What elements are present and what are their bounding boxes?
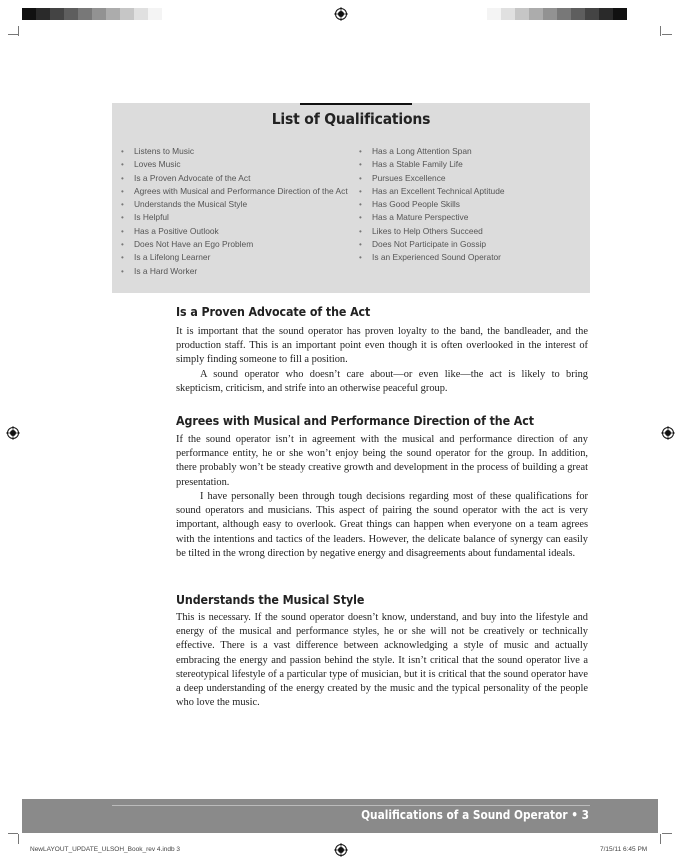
registration-mark-right	[661, 426, 675, 440]
color-swatch	[571, 8, 585, 20]
qualification-item: • Is an Experienced Sound Operator	[359, 251, 505, 264]
color-swatch	[529, 8, 543, 20]
color-swatch	[78, 8, 92, 20]
qualification-item: • Pursues Excellence	[359, 172, 505, 185]
color-swatch	[64, 8, 78, 20]
section-heading: Is a Proven Advocate of the Act	[176, 304, 371, 319]
color-swatch	[36, 8, 50, 20]
qualifications-list-right	[359, 145, 505, 265]
color-swatch	[543, 8, 557, 20]
color-swatch	[134, 8, 148, 20]
qualification-item: • Has a Mature Perspective	[359, 211, 505, 224]
body-paragraph: This is necessary. If the sound operator doesn’t know, understand, and buy into the lifestyle and energy of the musical and performance styles, he or she will not be creatively or technically effective. There is a vast difference between acknowledging a style of music and actually embracing the energy and passion behind the style. It isn’t critical that the sound operator live a stereotypical lifestyle of a particular type of musician, but it is critical that the sound operator have a deep understanding of the energy created by the music and the typical personality of the people who love the music.	[176, 612, 588, 709]
qualification-item: • Is Helpful	[121, 211, 348, 224]
footer-rule	[112, 805, 590, 806]
registration-mark-bottom	[334, 843, 348, 857]
crop-mark	[662, 833, 672, 834]
qualification-item: • Has a Long Attention Span	[359, 145, 505, 158]
color-bar-right	[487, 8, 627, 20]
section-heading: Understands the Musical Style	[176, 592, 365, 607]
crop-mark	[8, 34, 18, 35]
qualification-item: • Does Not Have an Ego Problem	[121, 238, 348, 251]
section-heading: Agrees with Musical and Performance Direction of the Act	[176, 413, 534, 428]
qualification-item: • Does Not Participate in Gossip	[359, 238, 505, 251]
crop-mark	[662, 34, 672, 35]
color-swatch	[515, 8, 529, 20]
slug-filename: NewLAYOUT_UPDATE_ULSOH_Book_rev 4.indb 3	[30, 846, 181, 853]
crop-mark	[660, 26, 661, 36]
qualification-item: • Loves Music	[121, 158, 348, 171]
qualification-item: • Is a Proven Advocate of the Act	[121, 172, 348, 185]
crop-mark	[18, 834, 19, 844]
color-swatch	[120, 8, 134, 20]
color-swatch	[501, 8, 515, 20]
qualification-item: • Has a Stable Family Life	[359, 158, 505, 171]
crop-mark	[18, 26, 19, 36]
color-swatch	[106, 8, 120, 20]
qualification-item: • Is a Hard Worker	[121, 265, 348, 278]
qualifications-list-left	[121, 145, 348, 278]
qualification-item: • Is a Lifelong Learner	[121, 251, 348, 264]
registration-mark-left	[6, 426, 20, 440]
color-bar-left	[22, 8, 162, 20]
body-paragraph: I have personally been through tough decisions regarding most of these qualifications for sound operators and musicians. This aspect of pairing the sound operator with the act is very important, although easy to overlook. Great things can happen when everyone on a team agrees with the intentions and tactics of the leaders. However, the delicate balance of synergy can easily be tilted in the wrong direction by negative energy and disagreements about fundamental ideals.	[176, 491, 588, 559]
body-paragraph: It is important that the sound operator has proven loyalty to the band, the bandleader, and the production staff. This is an important point even though it is often overlooked in the interest of simply finding someone to fill a position.	[176, 326, 588, 366]
color-swatch	[22, 8, 36, 20]
color-swatch	[50, 8, 64, 20]
qualification-item: • Has a Positive Outlook	[121, 225, 348, 238]
running-footer: Qualifications of a Sound Operator • 3	[361, 808, 589, 822]
color-swatch	[585, 8, 599, 20]
qualification-item: • Has an Excellent Technical Aptitude	[359, 185, 505, 198]
crop-mark	[660, 834, 661, 844]
color-swatch	[487, 8, 501, 20]
color-swatch	[557, 8, 571, 20]
body-paragraph: A sound operator who doesn’t care about—or even like—the act is likely to bring skepticism, criticism, and strife into an otherwise peaceful group.	[176, 369, 588, 395]
registration-mark-top	[334, 7, 348, 21]
color-swatch	[92, 8, 106, 20]
qualification-item: • Likes to Help Others Succeed	[359, 225, 505, 238]
color-swatch	[613, 8, 627, 20]
qualification-item: • Listens to Music	[121, 145, 348, 158]
qualification-item: • Has Good People Skills	[359, 198, 505, 211]
slug-timestamp: 7/15/11 6:45 PM	[600, 846, 648, 853]
qualification-item: • Understands the Musical Style	[121, 198, 348, 211]
sidebar-title-rule	[300, 103, 412, 105]
color-swatch	[599, 8, 613, 20]
crop-mark	[8, 833, 18, 834]
body-paragraph: If the sound operator isn’t in agreement with the musical and performance direction of any performance entity, he or she won’t enjoy being the sound operator for the group. In addition, there probably won’t be steady creative growth and development in the process of building a great presentation.	[176, 434, 588, 488]
sidebar-title: List of Qualifications	[271, 110, 431, 128]
qualification-item: • Agrees with Musical and Performance Direction of the Act	[121, 185, 348, 198]
color-swatch	[148, 8, 162, 20]
